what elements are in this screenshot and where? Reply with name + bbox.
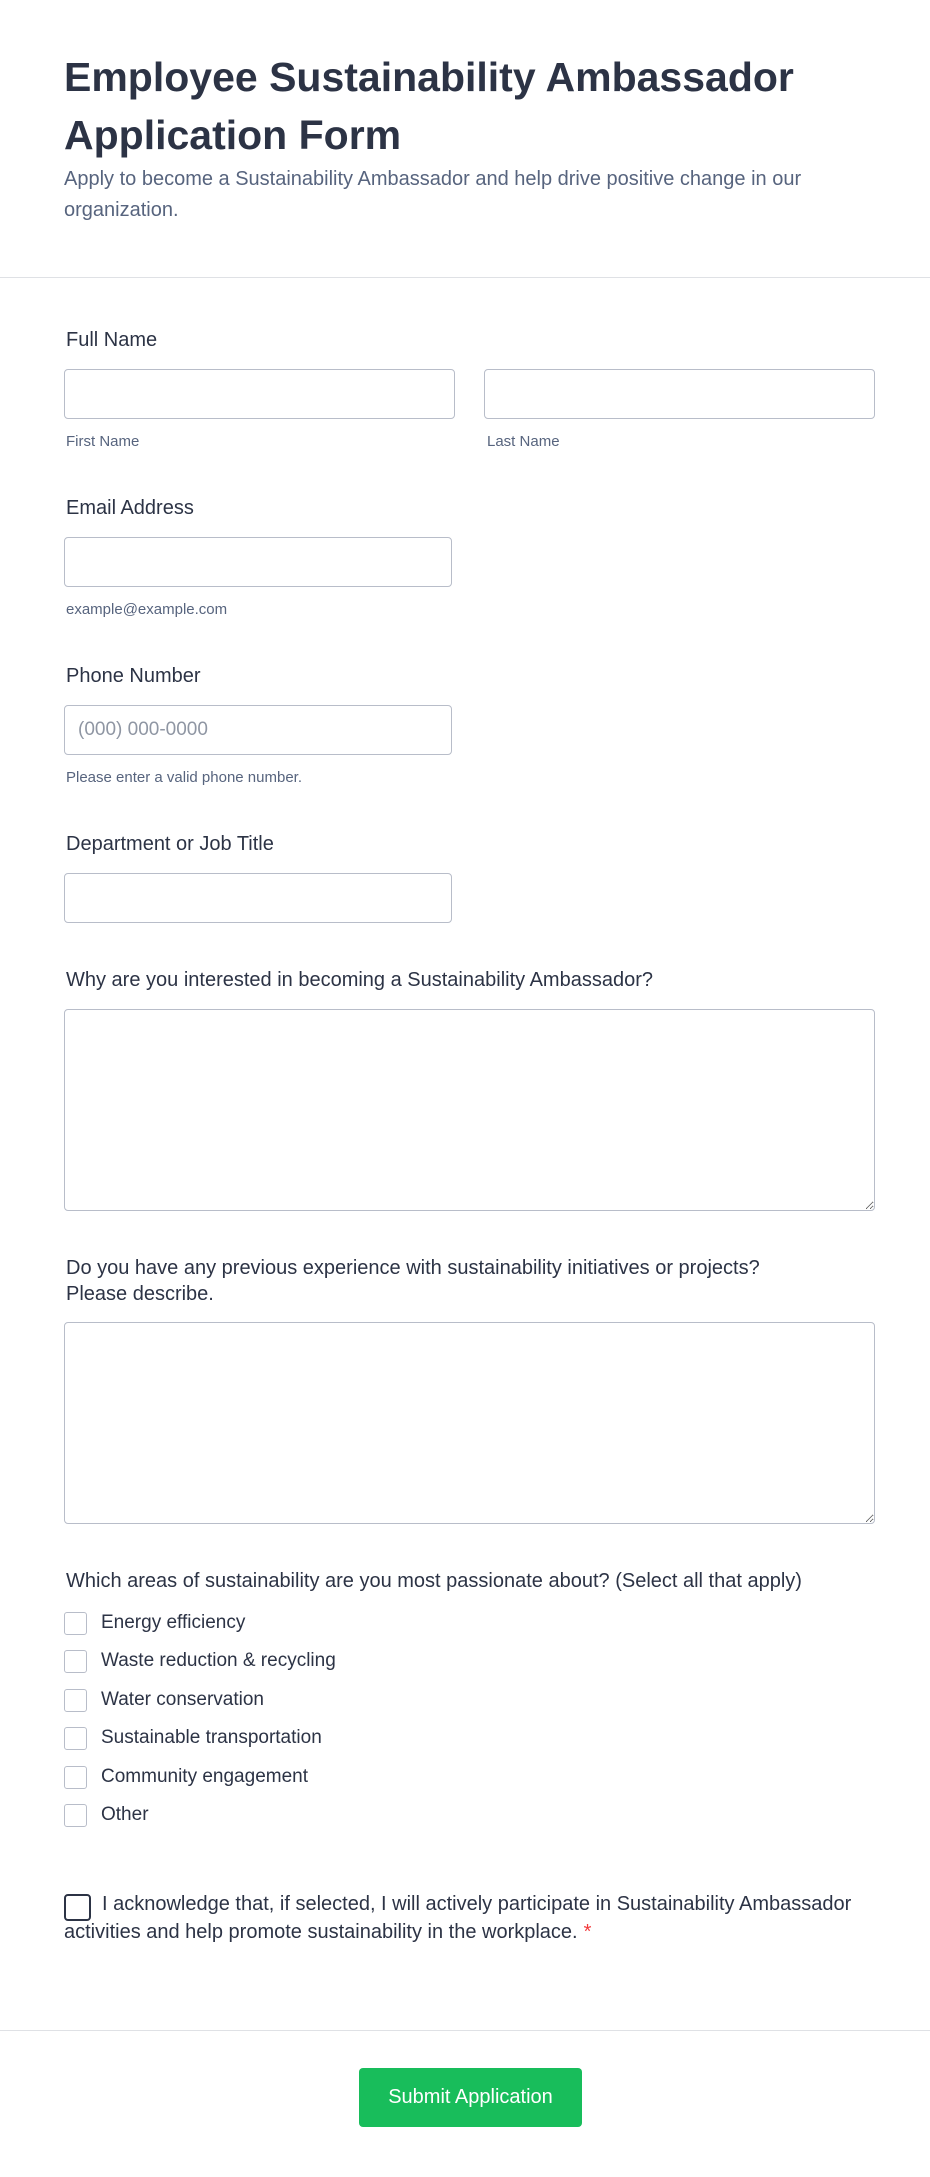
full-name-label: Full Name xyxy=(66,329,158,351)
area-option-sustainable-transportation[interactable] xyxy=(64,1725,322,1751)
area-option-label: Waste reduction & recycling xyxy=(101,1650,336,1671)
area-option-waste-reduction[interactable] xyxy=(64,1648,336,1674)
area-option-energy-efficiency[interactable] xyxy=(64,1610,245,1636)
experience-label-line1: Do you have any previous experience with sustainability initiatives or projects? xyxy=(66,1257,760,1279)
last-name-input[interactable] xyxy=(484,369,875,419)
phone-input[interactable] xyxy=(64,705,452,755)
area-option-label: Sustainable transportation xyxy=(101,1727,322,1748)
area-option-community-engagement[interactable] xyxy=(64,1764,308,1790)
checkbox[interactable] xyxy=(64,1766,87,1789)
phone-sublabel: Please enter a valid phone number. xyxy=(66,769,302,786)
checkbox[interactable] xyxy=(64,1727,87,1750)
area-option-label: Other xyxy=(101,1804,149,1825)
area-option-label: Community engagement xyxy=(101,1766,308,1787)
acknowledgment-checkbox[interactable] xyxy=(64,1894,91,1921)
area-option-label: Water conservation xyxy=(101,1689,264,1710)
form-header xyxy=(0,0,930,278)
experience-textarea[interactable] xyxy=(64,1322,875,1524)
area-option-water-conservation[interactable] xyxy=(64,1687,264,1713)
department-label: Department or Job Title xyxy=(66,833,274,855)
areas-label: Which areas of sustainability are you most passionate about? (Select all that apply) xyxy=(66,1570,802,1592)
first-name-sublabel: First Name xyxy=(66,433,140,450)
interest-label: Why are you interested in becoming a Sustainability Ambassador? xyxy=(66,969,653,991)
checkbox[interactable] xyxy=(64,1612,87,1635)
area-option-label: Energy efficiency xyxy=(101,1612,246,1633)
footer-divider xyxy=(0,2030,930,2031)
checkbox[interactable] xyxy=(64,1689,87,1712)
experience-label-line2: Please describe. xyxy=(66,1283,214,1305)
required-mark: * xyxy=(583,1921,592,1943)
email-sublabel: example@example.com xyxy=(66,601,228,618)
area-option-other[interactable] xyxy=(64,1802,149,1828)
email-input[interactable] xyxy=(64,537,452,587)
checkbox[interactable] xyxy=(64,1650,87,1673)
submit-application-button[interactable]: Submit Application xyxy=(359,2068,582,2127)
last-name-sublabel: Last Name xyxy=(487,433,560,450)
checkbox[interactable] xyxy=(64,1804,87,1827)
experience-label xyxy=(66,1255,866,1307)
acknowledgment-label: I acknowledge that, if selected, I will actively participate in Sustainability Ambassador activities and help promote sustainability in the workplace. xyxy=(64,1893,852,1943)
first-name-input[interactable] xyxy=(64,369,455,419)
form-title: Employee Sustainability Ambassador Application Form xyxy=(64,54,794,158)
phone-label: Phone Number xyxy=(66,665,201,687)
department-input[interactable] xyxy=(64,873,452,923)
form-subtitle: Apply to become a Sustainability Ambassador and help drive positive change in our organization. xyxy=(64,168,802,221)
email-label: Email Address xyxy=(66,497,194,519)
acknowledgment-text xyxy=(64,1890,864,1946)
interest-textarea[interactable] xyxy=(64,1009,875,1211)
